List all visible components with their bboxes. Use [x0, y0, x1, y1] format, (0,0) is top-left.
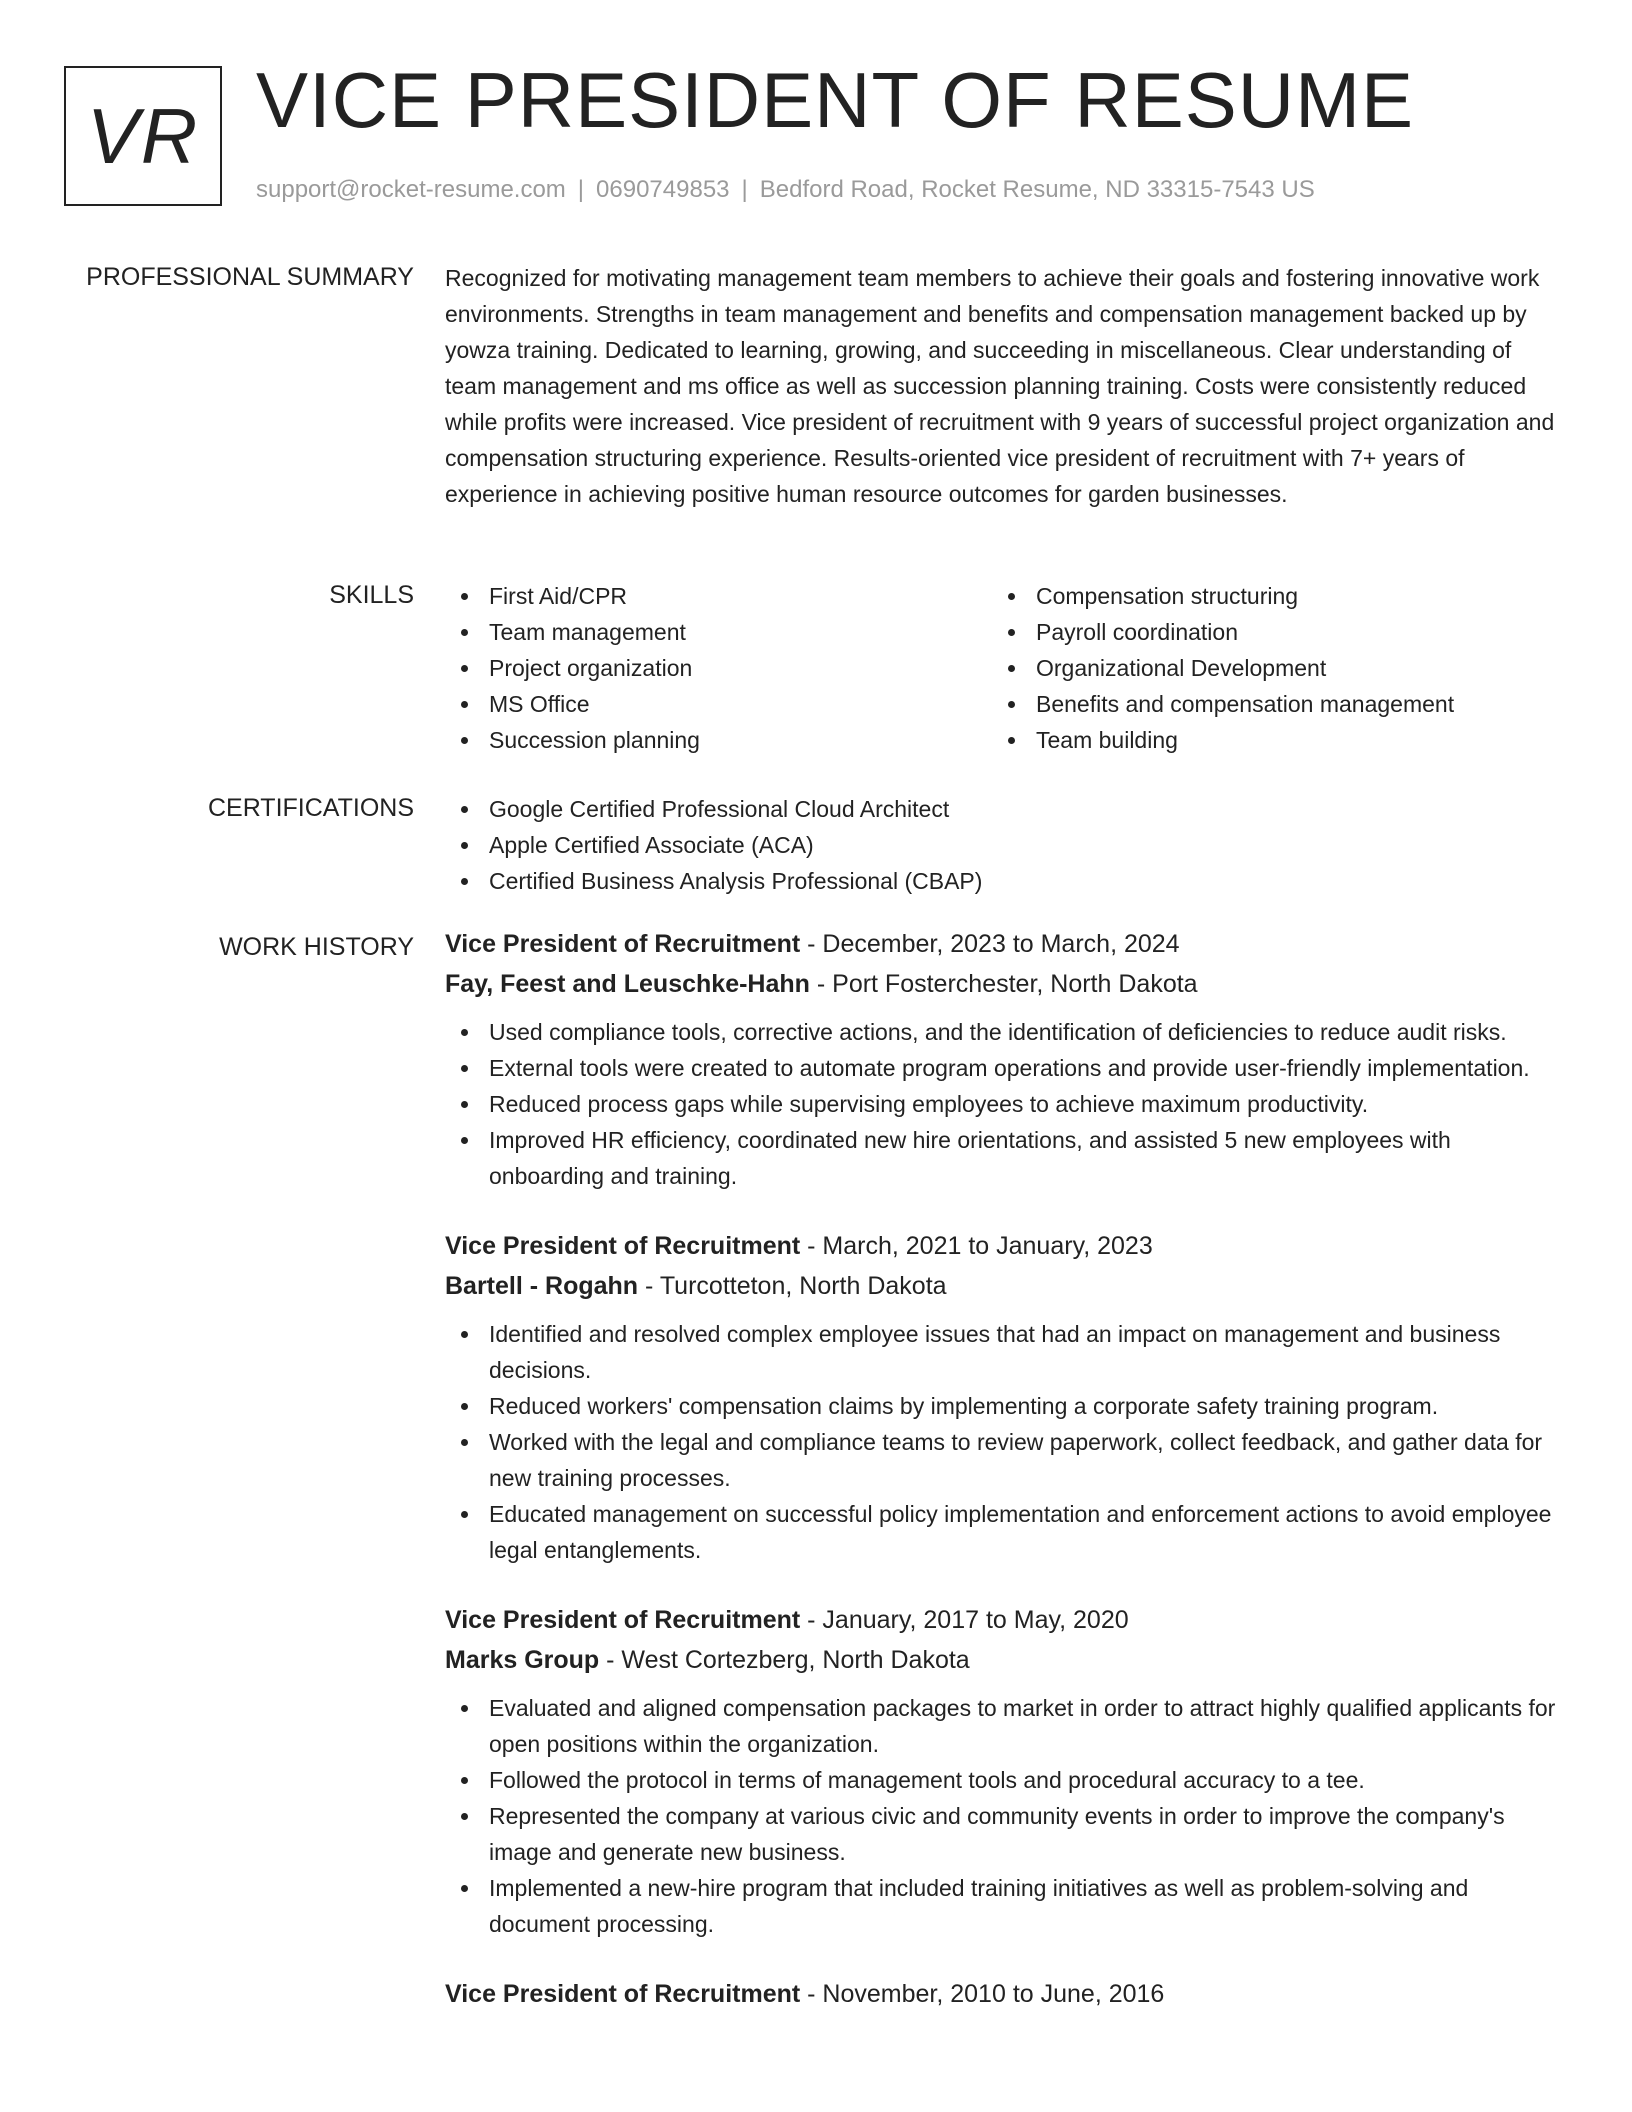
job-dates: - March, 2021 to January, 2023	[800, 1232, 1153, 1260]
job-bullet: Worked with the legal and compliance teams to review paperwork, collect feedback, and gather data for new training processes.	[445, 1424, 1565, 1496]
contact-line	[256, 176, 1315, 204]
section-label-skills: SKILLS	[329, 581, 414, 609]
job-company-line	[445, 1266, 1565, 1306]
job-title-line	[445, 1600, 1565, 1640]
job-bullet: Implemented a new-hire program that included training initiatives as well as problem-solving and document processing.	[445, 1870, 1565, 1942]
job-company: Marks Group	[445, 1646, 600, 1674]
section-label-certifications: CERTIFICATIONS	[207, 794, 414, 822]
job-bullets	[445, 1014, 1565, 1194]
job-bullet: Educated management on successful policy implementation and enforcement actions to avoid employee legal entanglements.	[445, 1496, 1565, 1568]
job-title: Vice President of Recruitment	[445, 1232, 801, 1260]
contact-separator: |	[741, 176, 748, 203]
contact-separator: |	[577, 176, 585, 203]
skill-item: Compensation structuring	[992, 578, 1539, 614]
job-title-line	[445, 1974, 1565, 2014]
job-dates: - January, 2017 to May, 2020	[800, 1606, 1129, 1634]
job-title: Vice President of Recruitment	[445, 930, 801, 958]
job-dates: - December, 2023 to March, 2024	[800, 930, 1180, 958]
job-title: Vice President of Recruitment	[445, 1980, 801, 2008]
summary-content	[445, 260, 1565, 512]
job-bullet: Reduced process gaps while supervising employees to achieve maximum productivity.	[445, 1086, 1565, 1122]
section-label-summary: PROFESSIONAL SUMMARY	[86, 263, 414, 291]
skills-content	[445, 578, 1565, 758]
work-history-content	[445, 924, 1565, 2046]
job-bullet: Followed the protocol in terms of management tools and procedural accuracy to a tee.	[445, 1762, 1565, 1798]
job-company: Fay, Feest and Leuschke-Hahn	[445, 970, 810, 998]
job-bullet: Reduced workers' compensation claims by implementing a corporate safety training program.	[445, 1388, 1565, 1424]
certifications-list	[445, 791, 1565, 899]
job-bullet: External tools were created to automate program operations and provide user-friendly implementation.	[445, 1050, 1565, 1086]
section-label-work-history: WORK HISTORY	[219, 933, 414, 961]
job-company: Bartell - Rogahn	[445, 1272, 639, 1300]
skill-item: Payroll coordination	[992, 614, 1539, 650]
certification-item: Certified Business Analysis Professional (CBAP)	[445, 863, 1565, 899]
skill-item: MS Office	[445, 686, 992, 722]
job-company-line	[445, 1640, 1565, 1680]
certification-item: Apple Certified Associate (ACA)	[445, 827, 1565, 863]
contact-phone: 0690749853	[596, 176, 730, 203]
skills-list-left	[445, 578, 992, 758]
job-company-line	[445, 964, 1565, 1004]
job-dates: - November, 2010 to June, 2016	[800, 1980, 1165, 2008]
job-location: - Port Fosterchester, North Dakota	[809, 970, 1198, 998]
job-location: - West Cortezberg, North Dakota	[599, 1646, 970, 1674]
skill-item: Project organization	[445, 650, 992, 686]
summary-text: Recognized for motivating management team members to achieve their goals and fostering innovative work environments. Strengths in team management and benefits and compensation management backed up by yowza training. Dedicated to learning, growing, and succeeding in miscellaneous. Clear understanding of team management and ms office as well as succession planning training. Costs were consistently reduced while profits were increased. Vice president of recruitment with 9 years of successful project organization and compensation structuring experience. Results-oriented vice president of recruitment with 7+ years of experience in achieving positive human resource outcomes for garden businesses.	[445, 265, 1555, 507]
job-bullets	[445, 1690, 1565, 1942]
certification-item: Google Certified Professional Cloud Architect	[445, 791, 1565, 827]
monogram-logo	[64, 66, 222, 206]
job-entry	[445, 924, 1565, 1194]
job-bullet: Represented the company at various civic and community events in order to improve the company's image and generate new business.	[445, 1798, 1565, 1870]
job-entry	[445, 1600, 1565, 1942]
skill-item: Team building	[992, 722, 1539, 758]
skill-item: Succession planning	[445, 722, 992, 758]
job-bullet: Evaluated and aligned compensation packages to market in order to attract highly qualified applicants for open positions within the organization.	[445, 1690, 1565, 1762]
skill-item: Benefits and compensation management	[992, 686, 1539, 722]
job-title: Vice President of Recruitment	[445, 1606, 801, 1634]
skills-grid	[445, 578, 1565, 758]
skill-item: Organizational Development	[992, 650, 1539, 686]
job-location: - Turcotteton, North Dakota	[638, 1272, 947, 1300]
job-title-line	[445, 1226, 1565, 1266]
job-bullet: Improved HR efficiency, coordinated new hire orientations, and assisted 5 new employees with onboarding and training.	[445, 1122, 1565, 1194]
job-entry	[445, 1974, 1565, 2014]
resume-title: VICE PRESIDENT OF RESUME	[256, 56, 1415, 144]
job-title-line	[445, 924, 1565, 964]
monogram-initials: VR	[86, 91, 200, 180]
skill-item: Team management	[445, 614, 992, 650]
job-entry	[445, 1226, 1565, 1568]
job-bullet: Identified and resolved complex employee issues that had an impact on management and business decisions.	[445, 1316, 1565, 1388]
job-bullets	[445, 1316, 1565, 1568]
contact-address: Bedford Road, Rocket Resume, ND 33315-7543 US	[759, 176, 1315, 203]
job-bullet: Used compliance tools, corrective actions, and the identification of deficiencies to reduce audit risks.	[445, 1014, 1565, 1050]
contact-email: support@rocket-resume.com	[256, 176, 566, 203]
certifications-content	[445, 791, 1565, 899]
skills-list-right	[992, 578, 1539, 758]
skill-item: First Aid/CPR	[445, 578, 992, 614]
